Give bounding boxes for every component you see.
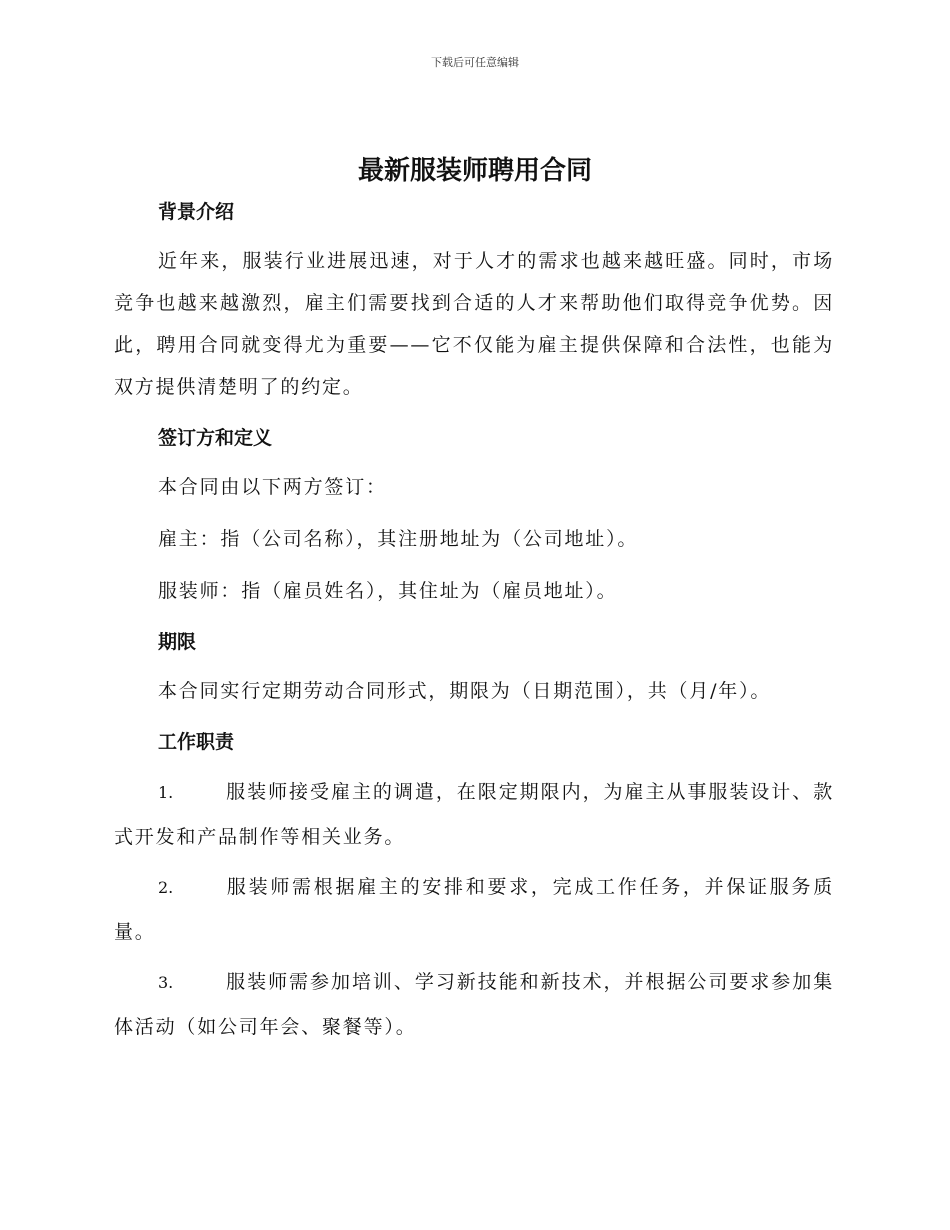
parties-intro: 本合同由以下两方签订： xyxy=(158,476,387,498)
section-heading-parties: 签订方和定义 xyxy=(158,427,273,449)
parties-designer: 服装师：指（雇员姓名），其住址为（雇员地址）。 xyxy=(158,580,618,602)
list-item-number: 1. xyxy=(158,783,174,802)
section-heading-duties: 工作职责 xyxy=(158,731,235,753)
list-item-text: 服装师需参加培训、学习新技能和新技术，并根据公司要求参加集体活动（如公司年会、聚餐等）。 xyxy=(114,971,834,1038)
term-text: 本合同实行定期劳动合同形式，期限为（日期范围），共（月/年）。 xyxy=(158,680,772,702)
section-heading-term: 期限 xyxy=(158,631,197,653)
list-item xyxy=(114,770,834,859)
background-paragraph: 近年来，服装行业进展迅速，对于人才的需求也越来越旺盛。同时，市场竞争也越来越激烈，雇主们需要找到合适的人才来帮助他们取得竞争优势。因此，聘用合同就变得尤为重要——它不仅能为雇主提供保障和合法性，也能为双方提供清楚明了的约定。 xyxy=(114,250,834,398)
document-title: 最新服装师聘用合同 xyxy=(357,156,592,186)
list-item-text: 服装师接受雇主的调遣，在限定期限内，为雇主从事服装设计、款式开发和产品制作等相关业务。 xyxy=(114,781,834,848)
document-body xyxy=(114,192,834,1055)
parties-employer: 雇主：指（公司名称），其注册地址为（公司地址）。 xyxy=(158,528,639,550)
header-note: 下载后可任意编辑 xyxy=(431,56,519,69)
list-item-text: 服装师需根据雇主的安排和要求，完成工作任务，并保证服务质量。 xyxy=(114,876,834,943)
list-item xyxy=(114,865,834,954)
section-heading-background: 背景介绍 xyxy=(158,201,235,223)
list-item-number: 3. xyxy=(158,973,174,992)
list-item xyxy=(114,960,834,1049)
list-item-number: 2. xyxy=(158,878,174,897)
